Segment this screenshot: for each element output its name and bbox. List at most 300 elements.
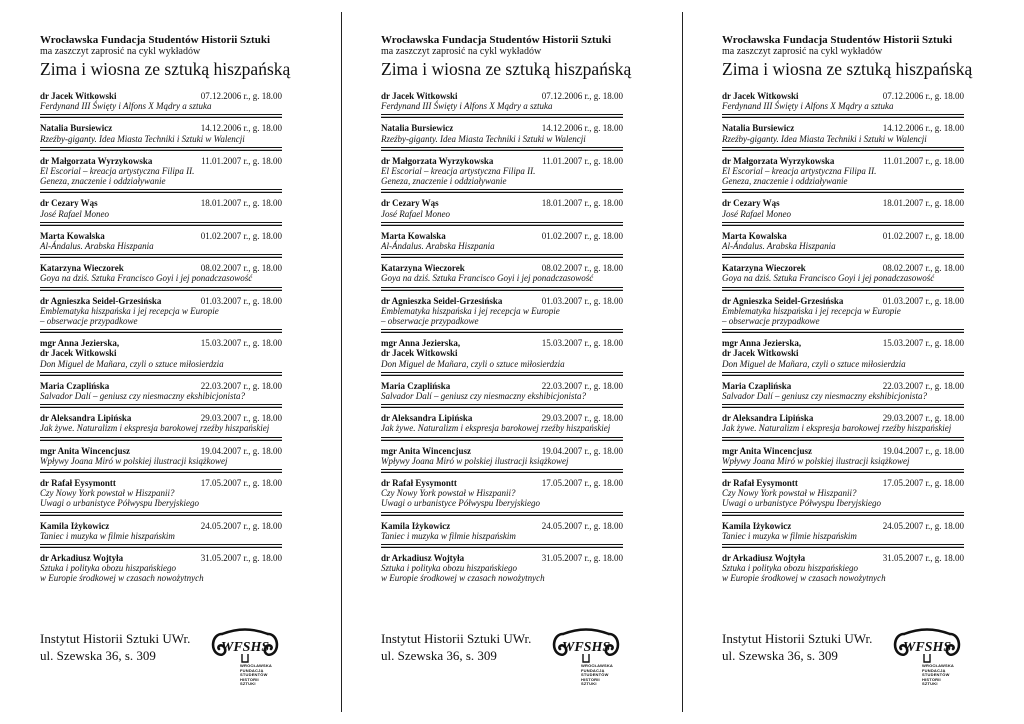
lecture-header (722, 123, 964, 133)
lecture-separator-rule (722, 329, 964, 333)
lecture-header (381, 478, 623, 488)
lecture-separator-rule (722, 254, 964, 258)
lecture-speaker: mgr Anita Wincencjusz (722, 445, 813, 456)
lecture-entry (40, 521, 282, 541)
lecture-datetime: 22.03.2007 r., g. 18.00 (882, 380, 964, 391)
lecture-speaker: dr Agnieszka Seidel-Grzesińska (722, 295, 844, 306)
lecture-header (40, 521, 282, 531)
lecture-datetime: 24.05.2007 r., g. 18.00 (882, 520, 964, 531)
lecture-separator-rule (722, 512, 964, 516)
institute-address: ul. Szewska 36, s. 309 (40, 648, 156, 663)
lecture-separator-rule (381, 329, 623, 333)
lecture-separator-rule (381, 372, 623, 376)
logo-caption-line: SZTUKI (922, 681, 938, 687)
lecture-datetime: 24.05.2007 r., g. 18.00 (200, 520, 282, 531)
lecture-datetime: 18.01.2007 r., g. 18.00 (882, 198, 964, 209)
lecture-entry (722, 296, 964, 327)
lecture-speaker: Katarzyna Wieczorek (40, 263, 124, 274)
lecture-header (722, 521, 964, 531)
lecture-topic: Don Miguel de Mañara, czyli o sztuce miłosierdzia (381, 358, 565, 369)
lecture-header (40, 338, 282, 348)
lecture-speaker: dr Jacek Witkowski (722, 91, 799, 101)
lecture-speaker: Natalia Bursiewicz (40, 123, 113, 134)
lecture-topic: Al-Ándalus. Arabska Hiszpania (40, 240, 154, 251)
logo-caption-line: FUNDACJA (922, 667, 946, 673)
lecture-topic: Sztuka i polityka obozu hiszpańskiego (40, 563, 176, 574)
lecture-topic: Wpływy Joana Miró w polskiej ilustracji książkowej (381, 455, 569, 466)
lecture-topic: Don Miguel de Mañara, czyli o sztuce miłosierdzia (722, 358, 906, 369)
lecture-separator-rule (40, 512, 282, 516)
lecture-topic: Salvador Dalí – geniusz czy niesmaczny ekshibicjonista? (381, 390, 586, 401)
lecture-header (381, 198, 623, 208)
logo-caption-line: HISTORII (240, 676, 259, 682)
lecture-topic: Geneza, znaczenie i oddziaływanie (722, 176, 848, 187)
lecture-topic: – obserwacje przypadkowe (381, 315, 479, 326)
lecture-datetime: 11.01.2007 r., g. 18.00 (542, 155, 623, 166)
lecture-topic: Jak żywe. Naturalizm i ekspresja barokowej rzeźby hiszpańskiej (722, 423, 952, 434)
lecture-header (381, 263, 623, 273)
logo-caption-line: WROCŁAWSKA (581, 663, 613, 668)
lecture-datetime: 08.02.2007 r., g. 18.00 (200, 263, 282, 274)
lecture-entry (722, 91, 964, 111)
lecture-topic: José Rafael Moneo (40, 208, 109, 219)
lecture-speaker: Maria Czaplińska (722, 380, 792, 391)
lecture-header (722, 296, 964, 306)
lecture-separator-rule (381, 512, 623, 516)
lecture-topic: Czy Nowy York powstał w Hiszpanii? (381, 488, 516, 499)
logo-caption (922, 664, 954, 687)
logo-caption (240, 664, 272, 687)
institute-name: Instytut Historii Sztuki UWr. (381, 631, 532, 646)
lecture-speaker: dr Cezary Wąs (40, 198, 98, 209)
lecture-entry (722, 521, 964, 541)
lecture-topic: Sztuka i polityka obozu hiszpańskiego (381, 563, 517, 574)
lecture-entry (381, 91, 623, 111)
lecture-datetime: 01.03.2007 r., g. 18.00 (541, 295, 623, 306)
lecture-topic: Don Miguel de Mañara, czyli o sztuce miłosierdzia (40, 358, 224, 369)
lecture-separator-rule (722, 544, 964, 548)
lecture-separator-rule (381, 189, 623, 193)
lecture-header (722, 231, 964, 241)
logo-caption-line: STUDENTÓW (581, 672, 609, 678)
lecture-topic: Jak żywe. Naturalizm i ekspresja barokowej rzeźby hiszpańskiej (381, 423, 611, 434)
lecture-header (381, 446, 623, 456)
lecture-topic: Jak żywe. Naturalizm i ekspresja barokowej rzeźby hiszpańskiej (40, 423, 270, 434)
lecture-speaker-second: dr Jacek Witkowski (722, 348, 799, 359)
lecture-entry (40, 91, 282, 111)
lecture-speaker: Natalia Bursiewicz (722, 123, 795, 134)
lecture-separator-rule (381, 469, 623, 473)
lecture-topic: – obserwacje przypadkowe (722, 315, 820, 326)
lecture-topic: Taniec i muzyka w filmie hiszpańskim (40, 530, 175, 541)
lecture-header (40, 553, 282, 563)
lecture-separator-rule (40, 404, 282, 408)
lecture-separator-rule (40, 254, 282, 258)
lecture-datetime: 07.12.2006 r., g. 18.00 (541, 91, 623, 101)
lecture-topic: Emblematyka hiszpańska i jej recepcja w Europie (381, 305, 560, 316)
lecture-speaker: Katarzyna Wieczorek (381, 263, 465, 274)
logo-caption-line: STUDENTÓW (922, 672, 950, 678)
logo-caption-line: FUNDACJA (581, 667, 605, 673)
lecture-topic: José Rafael Moneo (381, 208, 450, 219)
lecture-topic: El Escorial – kreacja artystyczna Filipa II. (381, 165, 536, 176)
lecture-datetime: 07.12.2006 r., g. 18.00 (200, 91, 282, 101)
lecture-topic: Goya na dziś. Sztuka Francisco Goyi i jej ponadczasowość (40, 273, 253, 284)
institute-address: ul. Szewska 36, s. 309 (722, 648, 838, 663)
lecture-header (40, 296, 282, 306)
lecture-speaker: dr Arkadiusz Wojtyła (381, 553, 465, 563)
lecture-entry (40, 381, 282, 401)
lecture-entry (722, 231, 964, 251)
lecture-topic: Taniec i muzyka w filmie hiszpańskim (381, 530, 516, 541)
lecture-topic: Rzeźby-giganty. Idea Miasta Techniki i Sztuki w Walencji (40, 133, 245, 144)
lecture-entry (40, 553, 282, 584)
lecture-topic: w Europie środkowej w czasach nowożytnych (381, 573, 545, 584)
invitation-text: ma zaszczyt zaprosić na cykl wykładów (40, 46, 201, 57)
lecture-speaker: dr Rafał Eysymontt (40, 478, 116, 488)
lecture-topic: Uwagi o urbanistyce Półwyspu Iberyjskiego (381, 498, 540, 509)
lecture-topic: Emblematyka hiszpańska i jej recepcja w Europie (722, 305, 901, 316)
lecture-topic: Ferdynand III Święty i Alfons X Mądry a sztuka (381, 101, 553, 112)
poster-footer (722, 630, 964, 690)
lecture-speaker: dr Jacek Witkowski (381, 91, 458, 101)
lecture-header (381, 521, 623, 531)
lecture-separator-rule (40, 372, 282, 376)
lecture-datetime: 15.03.2007 r., g. 18.00 (882, 338, 964, 349)
lecture-entry (381, 338, 623, 369)
lecture-header (381, 231, 623, 241)
lecture-entry (722, 123, 964, 143)
lecture-datetime: 15.03.2007 r., g. 18.00 (541, 338, 623, 349)
lecture-speaker: Marta Kowalska (40, 230, 105, 241)
lecture-header (381, 123, 623, 133)
lecture-entry (40, 198, 282, 218)
lecture-separator-rule (722, 189, 964, 193)
lecture-speaker: Marta Kowalska (722, 230, 787, 241)
lecture-entry (722, 338, 964, 369)
lecture-speaker: Katarzyna Wieczorek (722, 263, 806, 274)
lecture-separator-rule (381, 437, 623, 441)
lecture-entry (722, 381, 964, 401)
lecture-topic: Al-Ándalus. Arabska Hiszpania (381, 240, 495, 251)
lecture-datetime: 17.05.2007 r., g. 18.00 (200, 478, 282, 488)
lecture-topic: Taniec i muzyka w filmie hiszpańskim (722, 530, 857, 541)
lecture-header (40, 198, 282, 208)
poster-column-1 (40, 34, 291, 704)
logo-caption-line: HISTORII (922, 676, 941, 682)
lecture-topic: Uwagi o urbanistyce Półwyspu Iberyjskiego (722, 498, 881, 509)
poster-column-3 (722, 34, 973, 704)
lecture-separator-rule (722, 287, 964, 291)
invitation-text: ma zaszczyt zaprosić na cykl wykładów (381, 46, 542, 57)
lecture-topic: Czy Nowy York powstał w Hiszpanii? (722, 488, 857, 499)
lecture-speaker-second: dr Jacek Witkowski (40, 348, 117, 359)
lecture-topic: Wpływy Joana Miró w polskiej ilustracji książkowej (40, 455, 228, 466)
lecture-speaker: dr Jacek Witkowski (40, 91, 117, 101)
lecture-separator-rule (381, 287, 623, 291)
lecture-entry (381, 231, 623, 251)
lecture-speaker: mgr Anita Wincencjusz (40, 445, 131, 456)
lecture-datetime: 31.05.2007 r., g. 18.00 (200, 553, 282, 563)
lecture-header (722, 413, 964, 423)
organization-name: Wrocławska Fundacja Studentów Historii Sztuki (40, 34, 271, 46)
lecture-topic: Rzeźby-giganty. Idea Miasta Techniki i Sztuki w Walencji (381, 133, 586, 144)
lecture-datetime: 17.05.2007 r., g. 18.00 (541, 478, 623, 488)
lecture-topic: Geneza, znaczenie i oddziaływanie (40, 176, 166, 187)
lecture-speaker: dr Aleksandra Lipińska (40, 413, 132, 424)
lecture-speaker: dr Małgorzata Wyrzykowska (40, 155, 153, 166)
lecture-header (381, 381, 623, 391)
institute-name: Instytut Historii Sztuki UWr. (722, 631, 873, 646)
lecture-header (722, 381, 964, 391)
lecture-header (40, 156, 282, 166)
lecture-datetime: 01.03.2007 r., g. 18.00 (882, 295, 964, 306)
lecture-header (40, 263, 282, 273)
lecture-header (381, 156, 623, 166)
lecture-topic: Geneza, znaczenie i oddziaływanie (381, 176, 507, 187)
lecture-speaker: dr Cezary Wąs (381, 198, 439, 209)
logo-wordmark: WFSHS (561, 640, 611, 655)
lecture-topic: Rzeźby-giganty. Idea Miasta Techniki i Sztuki w Walencji (722, 133, 927, 144)
lecture-datetime: 14.12.2006 r., g. 18.00 (200, 123, 282, 134)
lecture-separator-rule (722, 372, 964, 376)
lecture-datetime: 01.02.2007 r., g. 18.00 (541, 230, 623, 241)
lecture-entry (722, 413, 964, 433)
lecture-speaker: dr Aleksandra Lipińska (381, 413, 473, 424)
lecture-separator-rule (722, 437, 964, 441)
series-title: Zima i wiosna ze sztuką hiszpańską (381, 59, 632, 79)
lecture-speaker: dr Małgorzata Wyrzykowska (381, 155, 494, 166)
lecture-entry (40, 231, 282, 251)
lecture-datetime: 31.05.2007 r., g. 18.00 (541, 553, 623, 563)
lecture-entry (381, 123, 623, 143)
lecture-separator-rule (722, 404, 964, 408)
lecture-datetime: 18.01.2007 r., g. 18.00 (541, 198, 623, 209)
logo-caption-line: WROCŁAWSKA (922, 663, 954, 668)
lecture-datetime: 08.02.2007 r., g. 18.00 (882, 263, 964, 274)
organization-name: Wrocławska Fundacja Studentów Historii Sztuki (381, 34, 612, 46)
lecture-datetime: 22.03.2007 r., g. 18.00 (200, 380, 282, 391)
lecture-speaker: mgr Anna Jezierska, (381, 338, 461, 349)
lecture-datetime: 11.01.2007 r., g. 18.00 (201, 155, 282, 166)
lecture-header (722, 156, 964, 166)
lecture-separator-rule (722, 114, 964, 118)
lecture-datetime: 24.05.2007 r., g. 18.00 (541, 520, 623, 531)
lecture-separator-rule (381, 147, 623, 151)
lecture-separator-rule (40, 189, 282, 193)
lecture-separator-rule (381, 544, 623, 548)
logo-caption-line: SZTUKI (240, 681, 256, 687)
lecture-separator-rule (722, 469, 964, 473)
lecture-speaker: mgr Anita Wincencjusz (381, 445, 472, 456)
series-title: Zima i wiosna ze sztuką hiszpańską (40, 59, 291, 79)
lecture-topic: Al-Ándalus. Arabska Hiszpania (722, 240, 836, 251)
lecture-header (40, 231, 282, 241)
organization-name: Wrocławska Fundacja Studentów Historii Sztuki (722, 34, 953, 46)
lecture-speaker: dr Arkadiusz Wojtyła (40, 553, 124, 563)
lecture-header (40, 91, 282, 101)
lecture-header (722, 446, 964, 456)
lecture-speaker: dr Małgorzata Wyrzykowska (722, 155, 835, 166)
lecture-datetime: 14.12.2006 r., g. 18.00 (541, 123, 623, 134)
lecture-entry (381, 413, 623, 433)
logo-caption (581, 664, 613, 687)
lecture-separator-rule (381, 222, 623, 226)
lecture-header (381, 296, 623, 306)
lecture-header (40, 446, 282, 456)
invitation-text: ma zaszczyt zaprosić na cykl wykładów (722, 46, 883, 57)
lecture-separator-rule (40, 287, 282, 291)
lecture-entry (722, 263, 964, 283)
lecture-header (722, 91, 964, 101)
lecture-header (381, 553, 623, 563)
logo-wordmark: WFSHS (902, 640, 952, 655)
logo-caption-line: HISTORII (581, 676, 600, 682)
lecture-header (722, 263, 964, 273)
lecture-separator-rule (40, 147, 282, 151)
logo-caption-line: WROCŁAWSKA (240, 663, 272, 668)
lecture-entry (40, 446, 282, 466)
lecture-datetime: 01.02.2007 r., g. 18.00 (882, 230, 964, 241)
lecture-entry (381, 381, 623, 401)
lecture-entry (722, 478, 964, 509)
lecture-entry (40, 296, 282, 327)
lecture-entry (40, 263, 282, 283)
lecture-entry (722, 198, 964, 218)
lecture-header (40, 413, 282, 423)
series-title: Zima i wiosna ze sztuką hiszpańską (722, 59, 973, 79)
lecture-entry (381, 156, 623, 187)
lecture-entry (40, 413, 282, 433)
lecture-entry (40, 123, 282, 143)
lecture-datetime: 19.04.2007 r., g. 18.00 (200, 445, 282, 456)
lecture-speaker: Kamila Iżykowicz (722, 520, 792, 531)
lecture-speaker: Kamila Iżykowicz (381, 520, 451, 531)
lecture-header (722, 553, 964, 563)
lecture-datetime: 29.03.2007 r., g. 18.00 (882, 413, 964, 424)
lecture-topic: Salvador Dalí – geniusz czy niesmaczny ekshibicjonista? (722, 390, 927, 401)
institute-name: Instytut Historii Sztuki UWr. (40, 631, 191, 646)
lecture-entry (722, 553, 964, 584)
lecture-datetime: 22.03.2007 r., g. 18.00 (541, 380, 623, 391)
logo-caption-line: STUDENTÓW (240, 672, 268, 678)
lecture-header (40, 381, 282, 391)
lecture-separator-rule (381, 404, 623, 408)
lecture-entry (381, 296, 623, 327)
lecture-separator-rule (722, 147, 964, 151)
lecture-entry (381, 198, 623, 218)
lecture-speaker: Kamila Iżykowicz (40, 520, 110, 531)
lecture-entry (381, 263, 623, 283)
column-divider (341, 12, 342, 712)
lecture-speaker: dr Aleksandra Lipińska (722, 413, 814, 424)
lecture-entry (40, 478, 282, 509)
lecture-header (381, 413, 623, 423)
lecture-datetime: 08.02.2007 r., g. 18.00 (541, 263, 623, 274)
lecture-datetime: 14.12.2006 r., g. 18.00 (882, 123, 964, 134)
lecture-topic: w Europie środkowej w czasach nowożytnych (40, 573, 204, 584)
lecture-speaker: dr Rafał Eysymontt (381, 478, 457, 488)
lecture-speaker: Maria Czaplińska (381, 380, 451, 391)
lecture-speaker: Marta Kowalska (381, 230, 446, 241)
lecture-speaker: dr Agnieszka Seidel-Grzesińska (40, 295, 162, 306)
lecture-header (40, 478, 282, 488)
logo-caption-line: SZTUKI (581, 681, 597, 687)
lecture-header (381, 91, 623, 101)
lecture-speaker-second: dr Jacek Witkowski (381, 348, 458, 359)
lecture-datetime: 19.04.2007 r., g. 18.00 (541, 445, 623, 456)
lecture-separator-rule (40, 469, 282, 473)
lecture-datetime: 17.05.2007 r., g. 18.00 (882, 478, 964, 488)
lecture-speaker: mgr Anna Jezierska, (40, 338, 120, 349)
lecture-topic: Ferdynand III Święty i Alfons X Mądry a sztuka (40, 101, 212, 112)
lecture-topic: Ferdynand III Święty i Alfons X Mądry a sztuka (722, 101, 894, 112)
lecture-datetime: 07.12.2006 r., g. 18.00 (882, 91, 964, 101)
lecture-topic: Wpływy Joana Miró w polskiej ilustracji książkowej (722, 455, 910, 466)
lecture-speaker: Maria Czaplińska (40, 380, 110, 391)
lecture-header (722, 198, 964, 208)
lecture-datetime: 11.01.2007 r., g. 18.00 (883, 155, 964, 166)
lecture-entry (40, 156, 282, 187)
lecture-topic: w Europie środkowej w czasach nowożytnych (722, 573, 886, 584)
lecture-header (722, 478, 964, 488)
lecture-datetime: 01.02.2007 r., g. 18.00 (200, 230, 282, 241)
logo-caption-line: FUNDACJA (240, 667, 264, 673)
lecture-entry (381, 553, 623, 584)
column-divider (682, 12, 683, 712)
lecture-header (381, 338, 623, 348)
lecture-entry (722, 446, 964, 466)
lecture-separator-rule (40, 222, 282, 226)
lecture-header (722, 338, 964, 348)
lecture-entry (381, 521, 623, 541)
lecture-datetime: 01.03.2007 r., g. 18.00 (200, 295, 282, 306)
lecture-topic: Goya na dziś. Sztuka Francisco Goyi i jej ponadczasowość (722, 273, 935, 284)
lecture-datetime: 15.03.2007 r., g. 18.00 (200, 338, 282, 349)
poster-column-2 (381, 34, 632, 704)
lecture-header (40, 123, 282, 133)
lecture-topic: Goya na dziś. Sztuka Francisco Goyi i jej ponadczasowość (381, 273, 594, 284)
lecture-speaker: Natalia Bursiewicz (381, 123, 454, 134)
lecture-topic: Uwagi o urbanistyce Półwyspu Iberyjskiego (40, 498, 199, 509)
lecture-entry (381, 446, 623, 466)
lecture-separator-rule (381, 114, 623, 118)
lecture-topic: El Escorial – kreacja artystyczna Filipa II. (722, 165, 877, 176)
lecture-topic: José Rafael Moneo (722, 208, 791, 219)
lecture-speaker: mgr Anna Jezierska, (722, 338, 802, 349)
lecture-topic: – obserwacje przypadkowe (40, 315, 138, 326)
lecture-separator-rule (40, 114, 282, 118)
lecture-datetime: 31.05.2007 r., g. 18.00 (882, 553, 964, 563)
logo-wordmark: WFSHS (220, 640, 270, 655)
lecture-entry (722, 156, 964, 187)
poster-footer (381, 630, 623, 690)
lecture-datetime: 29.03.2007 r., g. 18.00 (200, 413, 282, 424)
lecture-datetime: 18.01.2007 r., g. 18.00 (200, 198, 282, 209)
lecture-topic: Sztuka i polityka obozu hiszpańskiego (722, 563, 858, 574)
lecture-topic: Emblematyka hiszpańska i jej recepcja w Europie (40, 305, 219, 316)
lecture-topic: Czy Nowy York powstał w Hiszpanii? (40, 488, 175, 499)
lecture-separator-rule (40, 437, 282, 441)
lecture-separator-rule (40, 329, 282, 333)
lecture-topic: Salvador Dalí – geniusz czy niesmaczny ekshibicjonista? (40, 390, 245, 401)
institute-address: ul. Szewska 36, s. 309 (381, 648, 497, 663)
lecture-speaker: dr Agnieszka Seidel-Grzesińska (381, 295, 503, 306)
lecture-separator-rule (381, 254, 623, 258)
lecture-speaker: dr Arkadiusz Wojtyła (722, 553, 806, 563)
lecture-topic: El Escorial – kreacja artystyczna Filipa II. (40, 165, 195, 176)
lecture-separator-rule (722, 222, 964, 226)
